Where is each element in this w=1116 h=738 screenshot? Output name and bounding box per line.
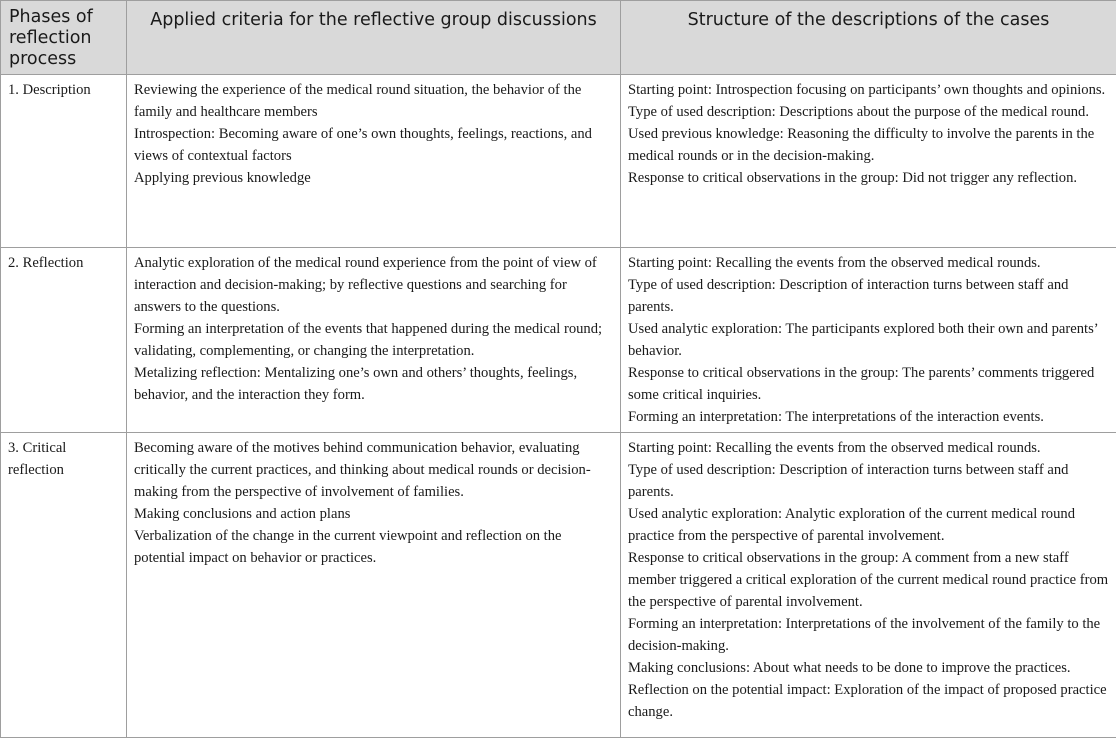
structure-cell <box>621 248 1116 433</box>
table-row <box>1 75 1116 248</box>
structure-item: Making conclusions: About what needs to be done to improve the practices. <box>628 657 1110 679</box>
structure-item: Used analytic exploration: Analytic exploration of the current medical round practice from the perspective of parental involvement. <box>628 503 1110 547</box>
criteria-item: Introspection: Becoming aware of one’s own thoughts, feelings, reactions, and views of contextual factors <box>134 123 614 167</box>
criteria-item: Analytic exploration of the medical round experience from the point of view of interaction and decision-making; by reflective questions and searching for answers to the questions. <box>134 252 614 318</box>
header-structure: Structure of the descriptions of the cases <box>621 1 1116 75</box>
structure-item: Type of used description: Descriptions about the purpose of the medical round. <box>628 101 1110 123</box>
structure-item: Forming an interpretation: The interpretations of the interaction events. <box>628 406 1110 428</box>
structure-item: Response to critical observations in the group: A comment from a new staff member triggered a critical exploration of the current medical round practice from the perspective of parental involvement. <box>628 547 1110 613</box>
structure-item: Response to critical observations in the group: The parents’ comments triggered some critical inquiries. <box>628 362 1110 406</box>
criteria-item: Reviewing the experience of the medical round situation, the behavior of the family and healthcare members <box>134 79 614 123</box>
structure-cell <box>621 433 1116 738</box>
phase-cell: 1. Description <box>1 75 127 248</box>
structure-item: Used analytic exploration: The participants explored both their own and parents’ behavior. <box>628 318 1110 362</box>
header-phases: Phases of reflection process <box>1 1 127 75</box>
table-row <box>1 248 1116 433</box>
criteria-item: Metalizing reflection: Mentalizing one’s own and others’ thoughts, feelings, behavior, and the interaction they form. <box>134 362 614 406</box>
header-criteria: Applied criteria for the reflective group discussions <box>127 1 621 75</box>
structure-item: Type of used description: Description of interaction turns between staff and parents. <box>628 274 1110 318</box>
structure-item: Starting point: Introspection focusing on participants’ own thoughts and opinions. <box>628 79 1110 101</box>
structure-item: Response to critical observations in the group: Did not trigger any reflection. <box>628 167 1110 189</box>
structure-item: Starting point: Recalling the events from the observed medical rounds. <box>628 437 1110 459</box>
criteria-item: Forming an interpretation of the events that happened during the medical round; validating, complementing, or changing the interpretation. <box>134 318 614 362</box>
header-row <box>1 1 1116 75</box>
structure-item: Used previous knowledge: Reasoning the difficulty to involve the parents in the medical rounds or in the decision-making. <box>628 123 1110 167</box>
table-row <box>1 433 1116 738</box>
structure-item: Starting point: Recalling the events from the observed medical rounds. <box>628 252 1110 274</box>
criteria-item: Applying previous knowledge <box>134 167 614 189</box>
phase-cell: 2. Reflection <box>1 248 127 433</box>
structure-item: Reflection on the potential impact: Exploration of the impact of proposed practice change. <box>628 679 1110 723</box>
criteria-item: Verbalization of the change in the current viewpoint and reflection on the potential impact on behavior or practices. <box>134 525 614 569</box>
criteria-cell <box>127 248 621 433</box>
structure-item: Forming an interpretation: Interpretations of the involvement of the family to the decision-making. <box>628 613 1110 657</box>
structure-cell <box>621 75 1116 248</box>
criteria-cell <box>127 433 621 738</box>
phase-cell: 3. Critical reflection <box>1 433 127 738</box>
criteria-item: Making conclusions and action plans <box>134 503 614 525</box>
criteria-cell <box>127 75 621 248</box>
structure-item: Type of used description: Description of interaction turns between staff and parents. <box>628 459 1110 503</box>
criteria-item: Becoming aware of the motives behind communication behavior, evaluating critically the current practices, and thinking about medical rounds or decision-making from the perspective of involvement of families. <box>134 437 614 503</box>
